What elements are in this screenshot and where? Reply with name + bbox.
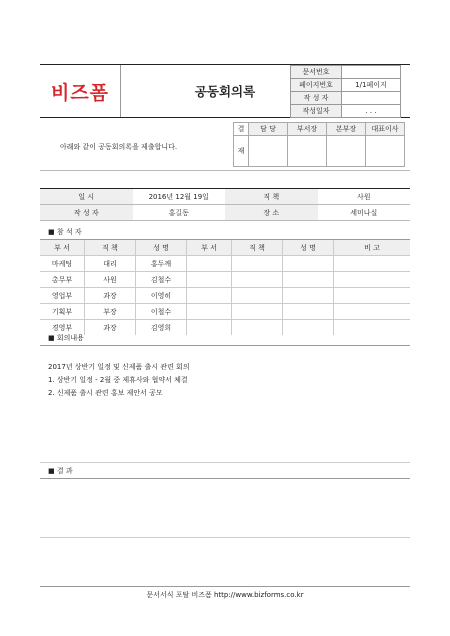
meeting-info-table [40, 188, 410, 221]
info-label: 일 시 [40, 189, 133, 205]
cell[interactable] [334, 304, 411, 320]
footer-divider [40, 586, 410, 587]
info-value[interactable]: 세미나실 [318, 205, 411, 221]
document-title: 공동회의록 [194, 84, 256, 99]
intro-text: 아래와 같이 공동회의록을 제출합니다. [60, 143, 178, 151]
column-header: 성 명 [136, 240, 187, 256]
meta-label: 문서번호 [291, 66, 342, 79]
cell[interactable] [187, 256, 232, 272]
cell[interactable]: 영업부 [40, 288, 85, 304]
approval-table [233, 122, 405, 167]
approver-title: 담 당 [249, 123, 288, 136]
cell[interactable] [283, 256, 334, 272]
cell[interactable] [283, 288, 334, 304]
note-line: 2. 신제품 출시 관련 홍보 제안서 공모 [48, 389, 163, 397]
cell[interactable]: 김영희 [136, 320, 187, 336]
signature-cell[interactable] [366, 136, 405, 167]
info-value[interactable]: 홍길동 [133, 205, 226, 221]
cell[interactable]: 이영히 [136, 288, 187, 304]
section-label: ■ 참 석 자 [48, 227, 82, 236]
cell[interactable]: 대리 [85, 256, 136, 272]
info-label: 작 성 자 [40, 205, 133, 221]
section-label: ■ 회의내용 [48, 333, 84, 342]
cell[interactable]: 김철수 [136, 272, 187, 288]
meta-label: 페이지번호 [291, 79, 342, 92]
meta-value[interactable]: . . . [342, 105, 401, 118]
meta-value[interactable]: 1/1페이지 [342, 79, 401, 92]
meta-row-doc-number [291, 66, 401, 79]
table-row [40, 288, 410, 304]
table-header-row [40, 240, 410, 256]
meta-label: 작성일자 [291, 105, 342, 118]
approval-label-bottom: 재 [234, 136, 249, 167]
attendees-table [40, 239, 410, 335]
cell[interactable]: 홍두깨 [136, 256, 187, 272]
cell[interactable]: 마케팅 [40, 256, 85, 272]
cell[interactable] [283, 304, 334, 320]
cell[interactable]: 이철수 [136, 304, 187, 320]
note-line: 1. 상반기 일정 - 2월 중 제휴사와 협약서 체결 [48, 376, 188, 384]
info-row [40, 189, 410, 205]
cell[interactable] [334, 288, 411, 304]
document-meta-table [290, 65, 401, 118]
cell[interactable] [232, 304, 283, 320]
cell[interactable]: 부장 [85, 304, 136, 320]
attendees-section-title [40, 225, 410, 238]
cell[interactable]: 과장 [85, 288, 136, 304]
footer-text: 문서서식 포탈 비즈폼 http://www.bizforms.co.kr [146, 591, 304, 599]
note-line: 2017년 상반기 일정 및 신제품 출시 관련 회의 [48, 363, 190, 371]
approver-title: 부서장 [288, 123, 327, 136]
meta-label: 작 성 자 [291, 92, 342, 105]
cell[interactable] [187, 304, 232, 320]
cell[interactable]: 총무부 [40, 272, 85, 288]
cell[interactable] [187, 288, 232, 304]
notes-section-title [40, 331, 410, 344]
approver-title: 대표이사 [366, 123, 405, 136]
bizforms-logo: 비즈폼 [40, 65, 121, 117]
column-header: 성 명 [283, 240, 334, 256]
cell[interactable] [232, 288, 283, 304]
meta-value[interactable] [342, 92, 401, 105]
cell[interactable]: 경영부 [40, 320, 85, 336]
column-header: 비 고 [334, 240, 411, 256]
column-header: 직 책 [85, 240, 136, 256]
info-label: 직 책 [225, 189, 318, 205]
signature-cell[interactable] [288, 136, 327, 167]
signature-cell[interactable] [327, 136, 366, 167]
approval-label-top: 결 [234, 123, 249, 136]
table-row [40, 304, 410, 320]
cell[interactable]: 기획부 [40, 304, 85, 320]
cell[interactable] [187, 272, 232, 288]
cell[interactable]: 과장 [85, 320, 136, 336]
cell[interactable] [283, 272, 334, 288]
signature-cell[interactable] [249, 136, 288, 167]
table-row [40, 272, 410, 288]
result-section-title [40, 464, 410, 477]
approver-title: 본부장 [327, 123, 366, 136]
cell[interactable] [232, 272, 283, 288]
meeting-notes-box[interactable] [40, 345, 410, 463]
column-header: 부 서 [40, 240, 85, 256]
meta-value[interactable] [342, 66, 401, 79]
info-value[interactable]: 사원 [318, 189, 411, 205]
document-header [40, 64, 410, 118]
column-header: 부 서 [187, 240, 232, 256]
meta-row-page-number [291, 79, 401, 92]
cell[interactable]: 사원 [85, 272, 136, 288]
meta-row-author [291, 92, 401, 105]
cell[interactable] [334, 272, 411, 288]
info-value[interactable]: 2016년 12월 19일 [133, 189, 226, 205]
info-label: 장 소 [225, 205, 318, 221]
column-header: 직 책 [232, 240, 283, 256]
cell[interactable] [232, 256, 283, 272]
cell[interactable] [334, 256, 411, 272]
section-label: ■ 결 과 [48, 466, 73, 475]
table-row [40, 256, 410, 272]
result-box[interactable] [40, 478, 410, 538]
info-row [40, 205, 410, 221]
meta-row-date [291, 105, 401, 118]
